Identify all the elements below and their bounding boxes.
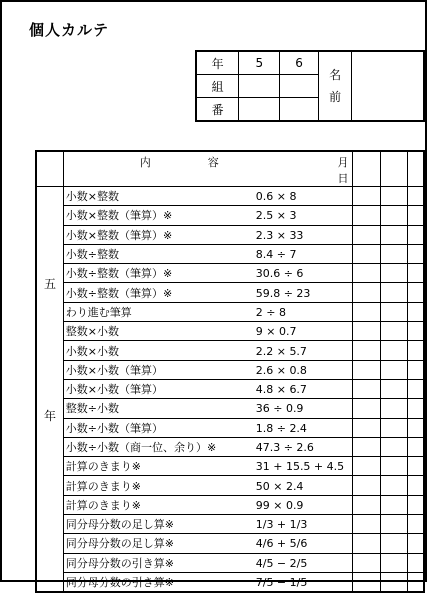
check-cell[interactable] [407, 206, 424, 225]
check-cell[interactable] [353, 437, 380, 456]
year-value-6: 6 [280, 51, 319, 75]
item-cell [63, 360, 353, 379]
check-cell[interactable] [407, 187, 424, 206]
check-cell[interactable] [380, 302, 407, 321]
table-row [36, 515, 424, 534]
check-cell[interactable] [380, 418, 407, 437]
check-cell[interactable] [407, 399, 424, 418]
class-field-1[interactable] [239, 75, 280, 98]
item-expression: 47.3 ÷ 2.6 [255, 441, 314, 454]
name-label-1: 名 [329, 68, 342, 82]
check-cell[interactable] [353, 534, 380, 553]
record-table [35, 150, 425, 593]
check-cell[interactable] [380, 495, 407, 514]
check-cell[interactable] [353, 225, 380, 244]
check-cell[interactable] [380, 206, 407, 225]
header-naiyou-1: 内 [139, 156, 151, 169]
check-cell[interactable] [380, 187, 407, 206]
item-cell [63, 379, 353, 398]
check-cell[interactable] [380, 437, 407, 456]
check-cell[interactable] [380, 572, 407, 592]
item-expression: 59.8 ÷ 23 [255, 286, 311, 300]
item-label: 小数×小数（筆算） [65, 363, 163, 377]
item-cell [63, 302, 353, 321]
item-cell [63, 476, 353, 495]
check-cell[interactable] [353, 379, 380, 398]
header-grade-cell [36, 151, 63, 187]
item-cell [63, 534, 353, 553]
name-field[interactable] [352, 51, 424, 121]
item-label: 整数÷小数 [65, 402, 119, 416]
item-cell [63, 244, 353, 263]
check-cell[interactable] [407, 457, 424, 476]
year-value-5: 5 [239, 51, 280, 75]
check-cell[interactable] [380, 534, 407, 553]
table-row [36, 379, 424, 398]
item-cell [63, 399, 353, 418]
item-cell [63, 322, 353, 341]
table-row [36, 302, 424, 321]
item-expression: 30.6 ÷ 6 [255, 267, 304, 281]
check-cell[interactable] [353, 322, 380, 341]
check-cell[interactable] [407, 225, 424, 244]
table-row [36, 264, 424, 283]
item-label: 小数×整数 [65, 190, 119, 204]
class-field-2[interactable] [280, 75, 319, 98]
table-row [36, 437, 424, 456]
header-content-cell [63, 151, 353, 187]
item-cell [63, 495, 353, 514]
check-cell[interactable] [380, 322, 407, 341]
check-cell[interactable] [407, 534, 424, 553]
check-cell[interactable] [407, 302, 424, 321]
header-row [36, 151, 424, 187]
name-label-2: 前 [329, 90, 342, 104]
check-cell[interactable] [407, 437, 424, 456]
item-cell [63, 418, 353, 437]
table-row [36, 553, 424, 572]
item-expression: 2.3 × 33 [255, 228, 304, 242]
check-cell[interactable] [353, 572, 380, 592]
check-cell[interactable] [407, 360, 424, 379]
check-cell[interactable] [353, 264, 380, 283]
check-cell[interactable] [380, 360, 407, 379]
item-label: わり進む筆算 [65, 305, 132, 319]
number-field-1[interactable] [239, 98, 280, 122]
table-row [36, 495, 424, 514]
item-label: 同分母分数の引き算※ [65, 576, 174, 590]
item-label: 小数×整数（筆算）※ [65, 209, 173, 223]
item-label: 小数÷小数（商一位、余り）※ [65, 441, 217, 454]
table-row [36, 187, 424, 206]
check-cell[interactable] [353, 244, 380, 263]
item-cell [63, 515, 353, 534]
table-row [36, 225, 424, 244]
item-expression: 36 ÷ 0.9 [255, 402, 304, 416]
item-cell [63, 264, 353, 283]
item-expression: 1/3 + 1/3 [255, 518, 308, 532]
check-cell[interactable] [353, 283, 380, 302]
table-row [36, 341, 424, 360]
item-label: 小数÷整数（筆算）※ [65, 286, 173, 300]
check-cell[interactable] [407, 322, 424, 341]
check-cell[interactable] [407, 341, 424, 360]
check-cell[interactable] [353, 495, 380, 514]
item-cell [63, 187, 353, 206]
table-row [36, 457, 424, 476]
item-cell [63, 225, 353, 244]
header-date-cell-1[interactable] [353, 151, 380, 187]
item-label: 小数×整数（筆算）※ [65, 228, 173, 242]
check-cell[interactable] [407, 553, 424, 572]
page-title: 個人カルテ [29, 21, 110, 39]
check-cell[interactable] [407, 476, 424, 495]
check-cell[interactable] [380, 399, 407, 418]
header-naiyou-2: 容 [207, 156, 219, 169]
header-date-cell-3[interactable] [407, 151, 424, 187]
item-label: 同分母分数の引き算※ [65, 556, 174, 570]
check-cell[interactable] [380, 379, 407, 398]
check-cell[interactable] [407, 379, 424, 398]
item-expression: 4/6 + 5/6 [255, 537, 308, 551]
check-cell[interactable] [407, 495, 424, 514]
check-cell[interactable] [380, 553, 407, 572]
item-cell [63, 572, 353, 592]
item-expression: 0.6 × 8 [255, 190, 297, 204]
item-label: 小数÷整数（筆算）※ [65, 267, 173, 281]
item-expression: 2 ÷ 8 [255, 305, 286, 319]
check-cell[interactable] [353, 302, 380, 321]
item-label: 同分母分数の足し算※ [65, 518, 174, 532]
check-cell[interactable] [380, 264, 407, 283]
number-label: 番 [196, 98, 239, 122]
table-row [36, 399, 424, 418]
table-row [36, 476, 424, 495]
check-cell[interactable] [380, 341, 407, 360]
check-cell[interactable] [380, 244, 407, 263]
check-cell[interactable] [407, 283, 424, 302]
item-label: 同分母分数の足し算※ [65, 537, 174, 551]
item-expression: 2.5 × 3 [255, 209, 297, 223]
check-cell[interactable] [380, 515, 407, 534]
item-cell [63, 341, 353, 360]
item-expression: 2.2 × 5.7 [255, 344, 307, 358]
item-expression: 7/5 − 1/5 [255, 576, 308, 590]
item-cell [63, 437, 353, 456]
check-cell[interactable] [380, 283, 407, 302]
header-day: 日 [337, 172, 349, 185]
grade-char-2: 年 [44, 409, 57, 423]
class-label: 組 [196, 75, 239, 98]
check-cell[interactable] [407, 515, 424, 534]
item-label: 小数÷整数 [65, 248, 119, 262]
table-row [36, 418, 424, 437]
item-label: 小数÷小数（筆算） [65, 421, 163, 435]
item-cell [63, 206, 353, 225]
check-cell[interactable] [353, 515, 380, 534]
year-label: 年 [196, 51, 239, 75]
check-cell[interactable] [353, 206, 380, 225]
check-cell[interactable] [407, 264, 424, 283]
item-expression: 4.8 × 6.7 [255, 383, 307, 397]
check-cell[interactable] [407, 418, 424, 437]
check-cell[interactable] [353, 476, 380, 495]
item-expression: 2.6 × 0.8 [255, 363, 307, 377]
item-expression: 9 × 0.7 [255, 325, 297, 339]
table-row [36, 244, 424, 263]
item-label: 計算のきまり※ [65, 460, 141, 474]
item-expression: 4/5 − 2/5 [255, 556, 308, 570]
student-info-table [195, 50, 425, 122]
item-expression: 8.4 ÷ 7 [255, 248, 297, 262]
check-cell[interactable] [380, 225, 407, 244]
item-label: 整数×小数 [65, 325, 119, 339]
check-cell[interactable] [353, 553, 380, 572]
item-label: 小数×小数 [65, 344, 119, 358]
item-expression: 31 + 15.5 + 4.5 [255, 460, 345, 474]
table-row [36, 360, 424, 379]
item-expression: 99 × 0.9 [255, 498, 304, 512]
item-label: 計算のきまり※ [65, 479, 141, 493]
item-cell [63, 283, 353, 302]
check-cell[interactable] [380, 457, 407, 476]
grade-char-1: 五 [44, 277, 57, 291]
number-field-2[interactable] [280, 98, 319, 122]
check-cell[interactable] [353, 360, 380, 379]
check-cell[interactable] [353, 187, 380, 206]
item-label: 計算のきまり※ [65, 498, 141, 512]
item-cell [63, 457, 353, 476]
item-expression: 50 × 2.4 [255, 479, 304, 493]
check-cell[interactable] [407, 572, 424, 592]
table-row [36, 322, 424, 341]
check-cell[interactable] [353, 341, 380, 360]
check-cell[interactable] [353, 457, 380, 476]
grade-cell [36, 187, 63, 593]
check-cell[interactable] [353, 418, 380, 437]
item-expression: 1.8 ÷ 2.4 [255, 421, 307, 435]
check-cell[interactable] [353, 399, 380, 418]
table-row [36, 206, 424, 225]
table-row [36, 534, 424, 553]
table-row [36, 283, 424, 302]
header-date-cell-2[interactable] [380, 151, 407, 187]
table-row [36, 572, 424, 592]
header-month: 月 [337, 156, 349, 169]
check-cell[interactable] [407, 244, 424, 263]
check-cell[interactable] [380, 476, 407, 495]
item-label: 小数×小数（筆算） [65, 383, 163, 397]
name-label [318, 51, 351, 121]
item-cell [63, 553, 353, 572]
